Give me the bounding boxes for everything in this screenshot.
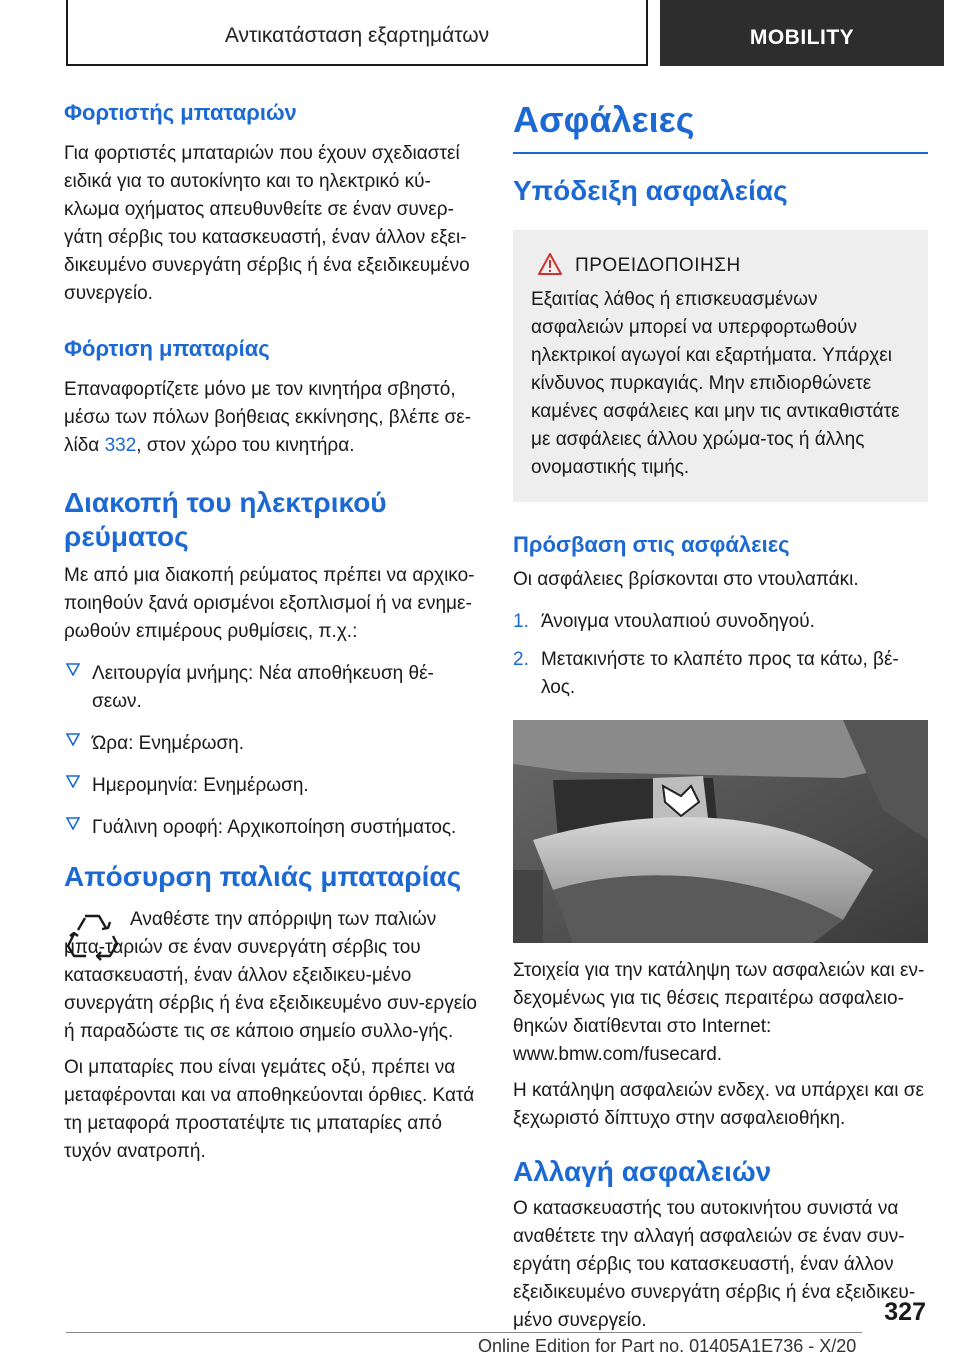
list-item <box>64 660 482 716</box>
list-item <box>513 646 928 702</box>
battery-charger-text: Για φορτιστές μπαταριών που έχουν σχεδιαστεί ειδικά για το αυτοκίνητο και το ηλεκτρικό κύ-κλωμα οχήματος απευθυνθείτε σε έναν συνερ-γάτη σέρβις του κατασκευαστή, έναν άλλον εξει-δικευμένο συνεργάτη σέρβις ή ένα εξειδικευμένο συνεργείο. <box>64 143 470 304</box>
list-item-text: Ημερομηνία: Ενημέρωση. <box>92 775 309 796</box>
step-number: 1. <box>513 611 529 632</box>
page-ref-link[interactable]: 332 <box>104 435 137 456</box>
section-rule <box>513 152 928 154</box>
disposal-text: Αναθέστε την απόρριψη των παλιών μπα-ταριών σε έναν συνεργάτη σέρβις του κατασκευαστή, έναν άλλον εξειδικευ-μένο συνεργάτη σέρβις ή ένα εξειδικευμένο συν-εργείο ή παραδώστε τις σε κάποιο σημείο συλλο-γής. <box>64 909 477 1042</box>
heading-battery-disposal: Απόσυρση παλιάς μπαταρίας <box>64 861 462 892</box>
recycle-icon <box>64 908 120 964</box>
fuse-access-text: Οι ασφάλειες βρίσκονται στο ντουλαπάκι. <box>513 569 859 590</box>
heading-power-outage: Διακοπή του ηλεκτρικού ρεύματος <box>64 487 387 552</box>
fuse-info-text: Στοιχεία για την κατάληψη των ασφαλειών και εν-δεχομένως για τις θέσεις περαιτέρω ασφαλειο-θηκών διατίθενται στο Internet: www.bmw.com/fusecard. <box>513 960 925 1065</box>
power-outage-list <box>64 660 482 842</box>
charging-text-before: Επαναφορτίζετε μόνο με τον κινητήρα σβηστό, μέσω των πόλων βοήθειας εκκίνησης, βλέπε σε-λίδα <box>64 379 472 456</box>
heading-fuse-access: Πρόσβαση στις ασφάλειες <box>513 532 790 557</box>
list-item-text: Ώρα: Ενημέρωση. <box>92 733 245 754</box>
heading-battery-charging: Φόρτιση μπαταρίας <box>64 336 270 361</box>
triangle-bullet-icon <box>66 816 80 830</box>
footer-edition: Online Edition for Part no. 01405A1E736 - X/20 <box>478 1336 857 1356</box>
step-text: Άνοιγμα ντουλαπιού συνοδηγού. <box>541 611 815 632</box>
list-item-text: Γυάλινη οροφή: Αρχικοποίηση συστήματος. <box>92 817 457 838</box>
heading-safety-note: Υπόδειξη ασφαλείας <box>513 175 788 206</box>
disposal-text-2: Οι μπαταρίες που είναι γεμάτες οξύ, πρέπει να μεταφέρονται και να αποθηκεύονται όρθιες. Κατά τη μεταφορά προστατέψτε τις μπαταρίες από τυχόν ανατροπή. <box>64 1057 475 1162</box>
triangle-bullet-icon <box>66 774 80 788</box>
disposal-block <box>64 906 482 1046</box>
power-outage-text: Με από μια διακοπή ρεύματος πρέπει να αρχικο-ποιηθούν ξανά ορισμένοι εξοπλισμοί ή να ενημε-ρωθούν επιμέρους ρυθμίσεις, π.χ.: <box>64 565 475 642</box>
warning-header <box>531 252 910 282</box>
footer-rule <box>66 1332 862 1333</box>
warning-title: ΠΡΟΕΙΔΟΠΟΙΗΣΗ <box>575 255 741 276</box>
warning-triangle-icon <box>537 252 563 276</box>
warning-box <box>513 230 928 502</box>
header-title: Αντικατάσταση εξαρτημάτων <box>224 24 490 47</box>
triangle-bullet-icon <box>66 662 80 676</box>
triangle-bullet-icon <box>66 732 80 746</box>
page-number: 327 <box>884 1298 926 1326</box>
list-item-text: Λειτουργία μνήμης: Νέα αποθήκευση θέ-σεων. <box>92 663 434 712</box>
header-title-box <box>66 0 648 66</box>
heading-fuse-change: Αλλαγή ασφαλειών <box>513 1156 772 1187</box>
glovebox-photo <box>513 720 928 943</box>
list-item <box>64 772 482 800</box>
step-number: 2. <box>513 649 529 670</box>
warning-text: Εξαιτίας λάθος ή επισκευασμένων ασφαλειών μπορεί να υπερφορτωθούν ηλεκτρικοί αγωγοί και εξαρτήματα. Υπάρχει κίνδυνος πυρκαγιάς. Μην επιδιορθώνετε καμένες ασφάλειες και μην τις αντικαθιστάτε με ασφάλειες άλλου χρώμα-τος ή άλλης ονομαστικής τιμής. <box>531 289 900 478</box>
fuse-access-steps <box>513 608 928 702</box>
list-item <box>64 814 482 842</box>
heading-battery-charger: Φορτιστής μπαταριών <box>64 100 297 125</box>
battery-charging-text <box>64 376 482 460</box>
step-text: Μετακινήστε το κλαπέτο προς τα κάτω, βέ-λος. <box>541 649 899 698</box>
right-column <box>513 98 928 1335</box>
charging-text-after: , στον χώρο του κινητήρα. <box>136 435 355 456</box>
list-item <box>513 608 928 636</box>
left-column <box>64 98 482 1166</box>
fuse-change-text: Ο κατασκευαστής του αυτοκινήτου συνιστά να αναθέτετε την αλλαγή ασφαλειών σε έναν συν-εργάτη σέρβις του κατασκευαστή, έναν άλλον εξειδικευμένο συνεργάτη σέρβις ή ένα εξειδικευ-μένο συνεργείο. <box>513 1198 916 1331</box>
header-tab-mobility: MOBILITY <box>660 0 944 66</box>
fuse-info-text-2: Η κατάληψη ασφαλειών ενδεχ. να υπάρχει και σε ξεχωριστό δίπτυχο στην ασφαλειοθήκη. <box>513 1080 924 1129</box>
list-item <box>64 730 482 758</box>
heading-fuses: Ασφάλειες <box>513 99 695 140</box>
